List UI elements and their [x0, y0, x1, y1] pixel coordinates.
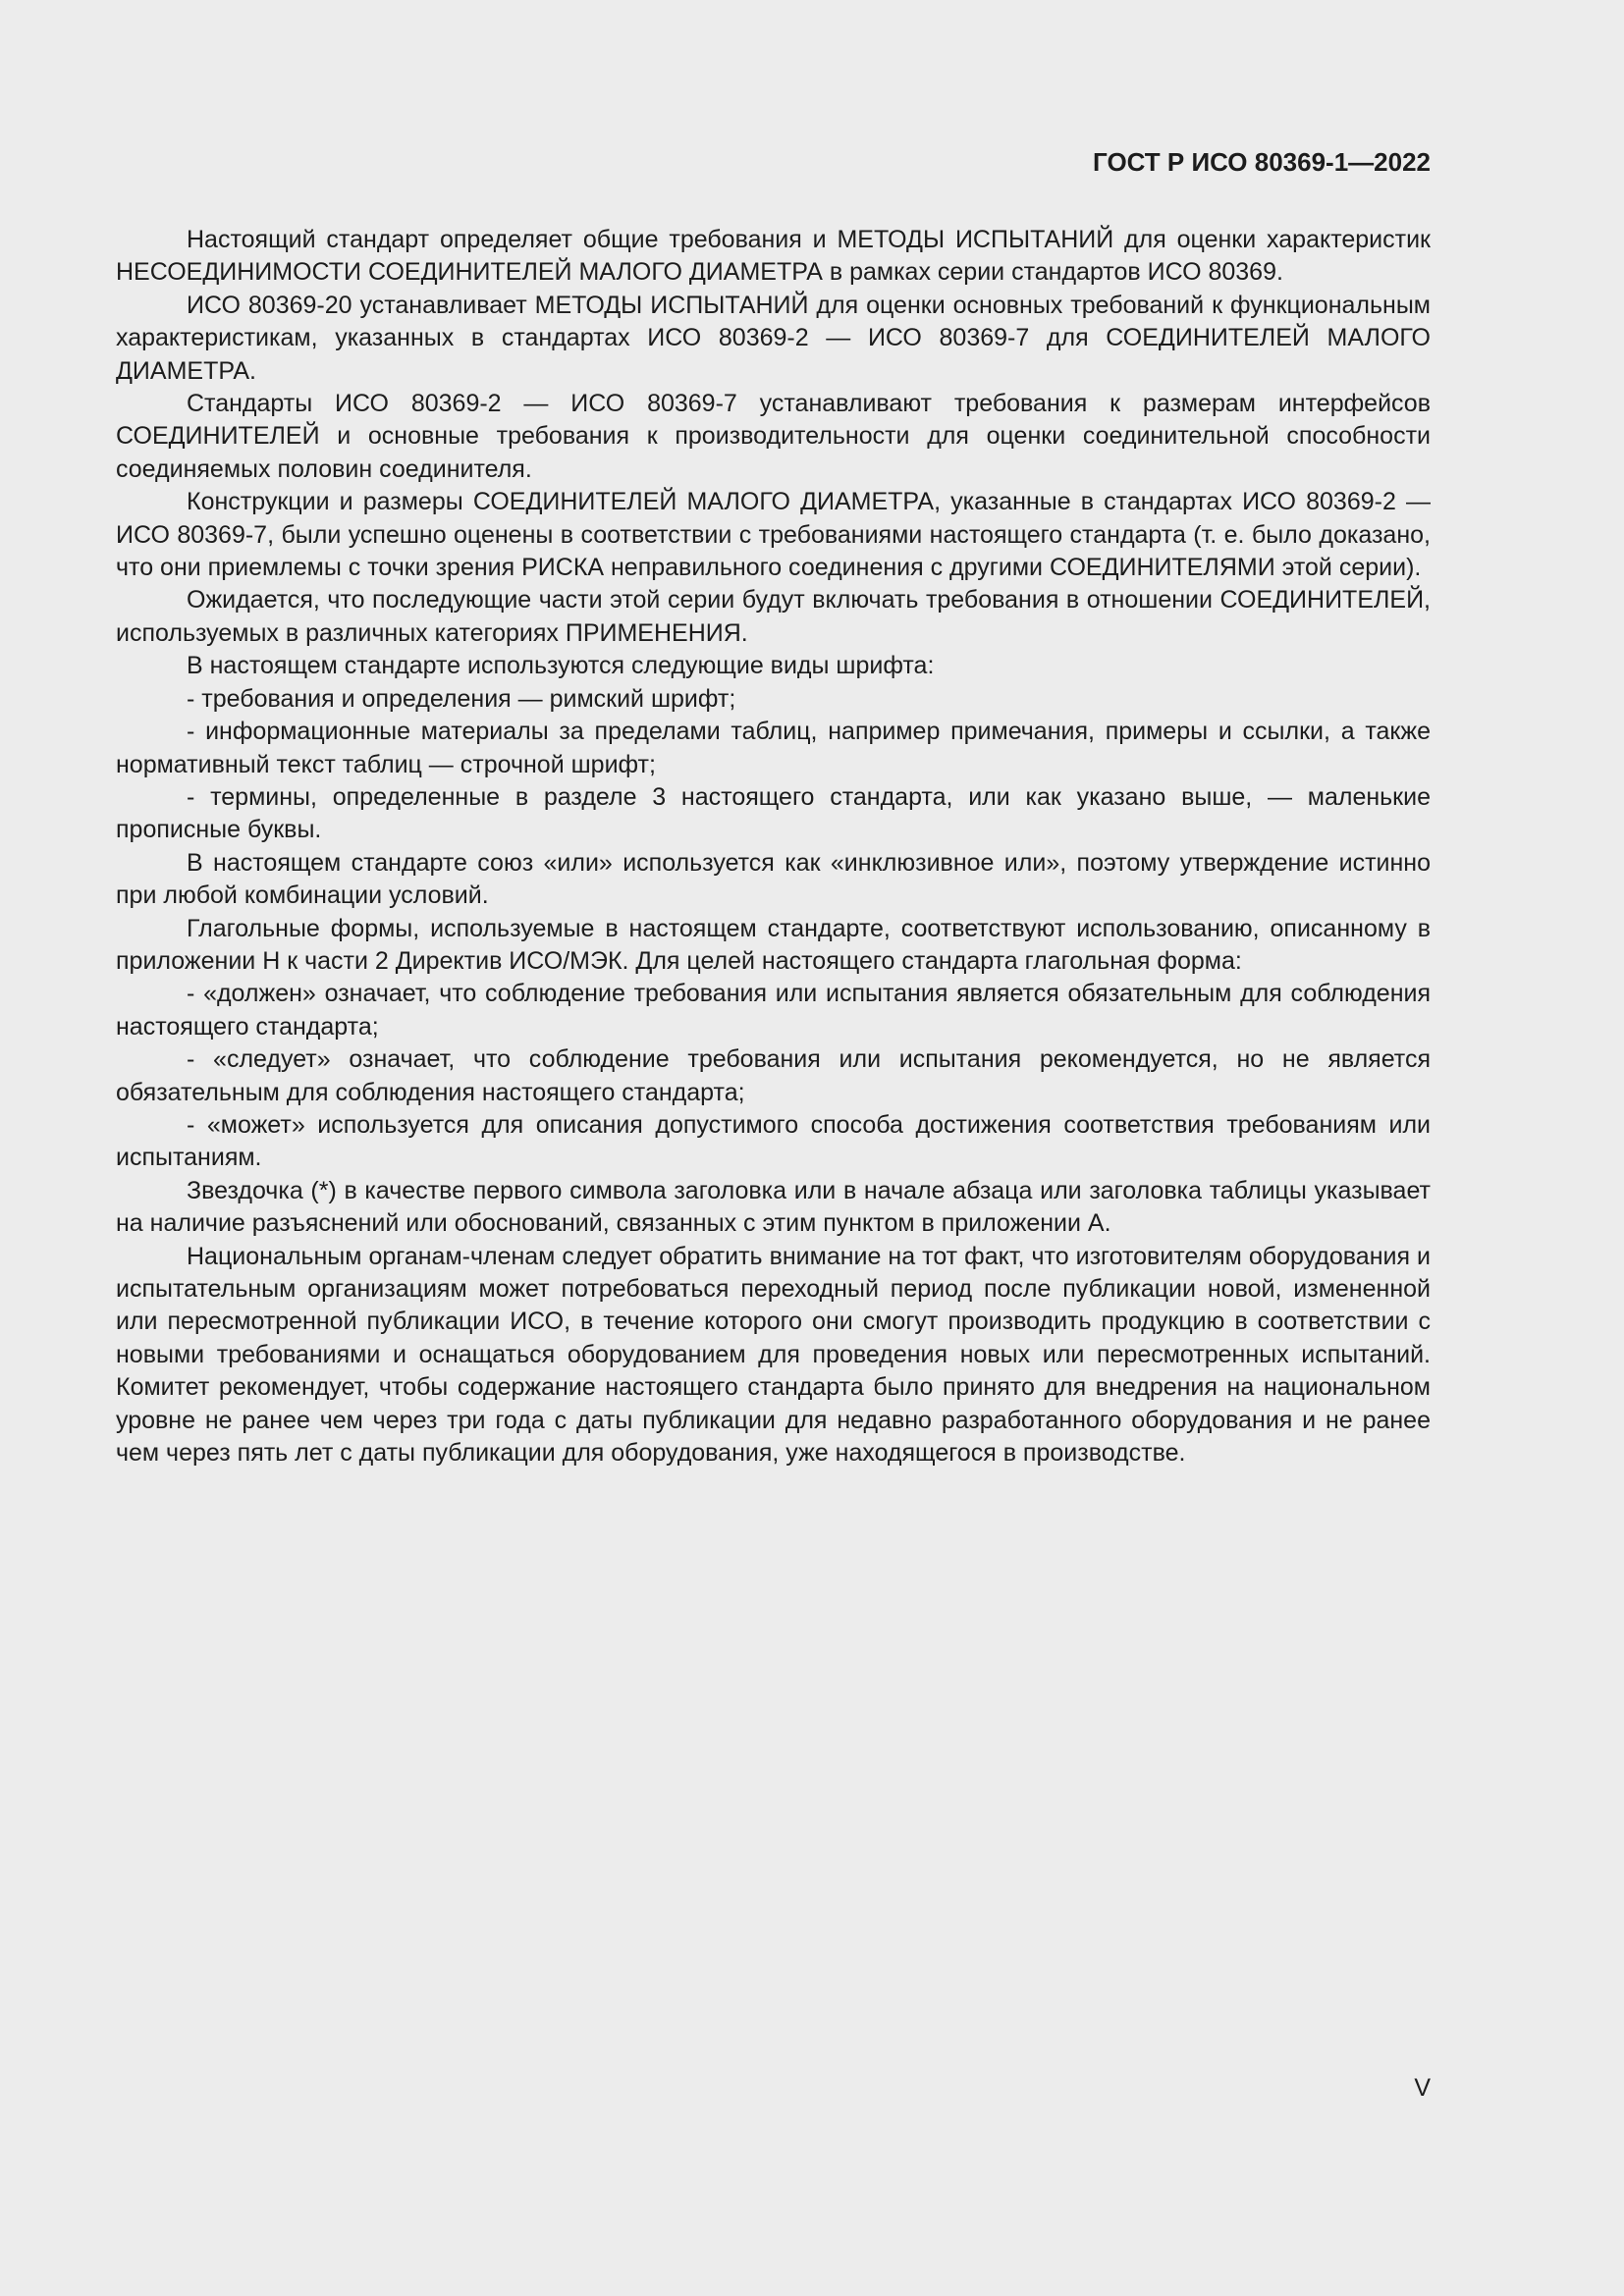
paragraph: В настоящем стандарте используются следующие виды шрифта:	[187, 652, 935, 680]
paragraph: Настоящий стандарт определяет общие требования и МЕТОДЫ ИСПЫТАНИЙ для оценки характеристик НЕСОЕДИНИМОСТИ СОЕДИНИТЕЛЕЙ МАЛОГО ДИАМЕТРА в рамках серии стандартов ИСО 80369.	[116, 226, 1431, 287]
list-item: - «может» используется для описания допустимого способа достижения соответствия требованиям или испытаниям.	[116, 1110, 1431, 1172]
list-item: - термины, определенные в разделе 3 настоящего стандарта, или как указано выше, — маленькие прописные буквы.	[116, 782, 1431, 844]
paragraph: Глагольные формы, используемые в настоящем стандарте, соответствуют использованию, описанному в приложении Н к части 2 Директив ИСО/МЭК. Для целей настоящего стандарта глагольная форма:	[116, 914, 1431, 975]
paragraph: ИСО 80369-20 устанавливает МЕТОДЫ ИСПЫТАНИЙ для оценки основных требований к функциональным характеристикам, указанных в стандартах ИСО 80369-2 — ИСО 80369-7 для СОЕДИНИТЕЛЕЙ МАЛОГО ДИАМЕТРА.	[116, 291, 1431, 385]
document-body	[116, 224, 1431, 1469]
paragraph: В настоящем стандарте союз «или» используется как «инклюзивное или», поэтому утверждение истинно при любой комбинации условий.	[116, 848, 1431, 910]
page-number-text: V	[1414, 2074, 1431, 2102]
paragraph: Ожидается, что последующие части этой серии будут включать требования в отношении СОЕДИНИТЕЛЕЙ, используемых в различных категориях ПРИМЕНЕНИЯ.	[116, 586, 1431, 647]
paragraph: Национальным органам-членам следует обратить внимание на тот факт, что изготовителям оборудования и испытательным организациям может потребоваться переходный период после публикации новой, измененной или пересмотренной публикации ИСО, в течение которого они смогут производить продукцию в соответствии с новыми требованиями и оснащаться оборудованием для проведения новых или пересмотренных испытаний. Комитет рекомендует, чтобы содержание настоящего стандарта было принято для внедрения на национальном уровне не ранее чем через три года с даты публикации для недавно разработанного оборудования и не ранее чем через пять лет с даты публикации для оборудования, уже находящегося в производстве.	[116, 1242, 1431, 1468]
paragraph: Конструкции и размеры СОЕДИНИТЕЛЕЙ МАЛОГО ДИАМЕТРА, указанные в стандартах ИСО 80369-2 — ИСО 80369-7, были успешно оценены в соответствии с требованиями настоящего стандарта (т. е. было доказано, что они приемлемы с точки зрения РИСКА неправильного соединения с другими СОЕДИНИТЕЛЯМИ этой серии).	[116, 488, 1431, 582]
list-item: - информационные материалы за пределами таблиц, например примечания, примеры и ссылки, а также нормативный текст таблиц — строчной шрифт;	[116, 718, 1431, 778]
list-item: - «следует» означает, что соблюдение требования или испытания рекомендуется, но не является обязательным для соблюдения настоящего стандарта;	[116, 1045, 1431, 1106]
page-number	[116, 2071, 1431, 2105]
paragraph: Стандарты ИСО 80369-2 — ИСО 80369-7 устанавливают требования к размерам интерфейсов СОЕДИНИТЕЛЕЙ и основные требования к производительности для оценки соединительной способности соединяемых половин соединителя.	[116, 390, 1431, 483]
paragraph: Звездочка (*) в качестве первого символа заголовка или в начале абзаца или заголовка таблицы указывает на наличие разъяснений или обоснований, связанных с этим пунктом в приложении А.	[116, 1176, 1431, 1238]
document-header	[116, 145, 1431, 179]
document-id: ГОСТ Р ИСО 80369-1—2022	[1093, 147, 1431, 177]
list-item: - «должен» означает, что соблюдение требования или испытания является обязательным для соблюдения настоящего стандарта;	[116, 980, 1431, 1041]
list-item: - требования и определения — римский шрифт;	[187, 684, 736, 713]
